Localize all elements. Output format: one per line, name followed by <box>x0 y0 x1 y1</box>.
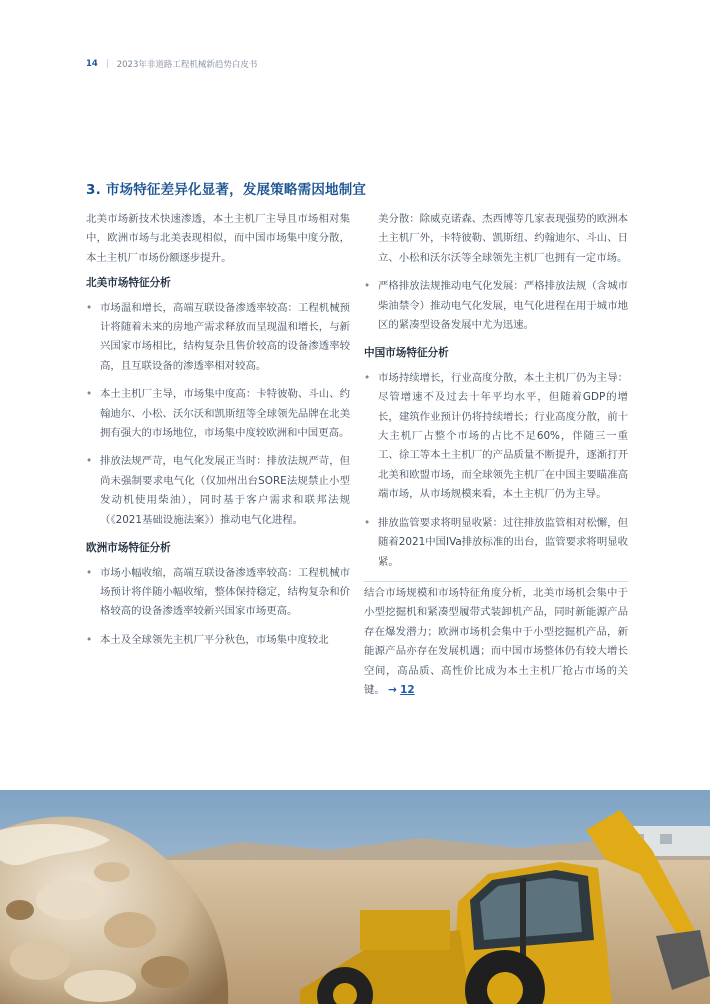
na-bullet-1: • 市场温和增长，高端互联设备渗透率较高：工程机械预计将随着未来的房地产需求释放而呈现温和增长，与新兴国家市场相比，结构复杂且售价较高的设备渗透率较高，且互联设备的渗透率相对较高。 <box>86 299 350 377</box>
intro-paragraph: 北美市场新技术快速渗透，本土主机厂主导且市场相对集中，欧洲市场与北美表现相似，而中国市场集中度分散，本土主机厂市场份额逐步提升。 <box>86 213 350 264</box>
eu-bullet-2-continued: 美分散：除威克诺森、杰西博等几家表现强势的欧洲本土主机厂外，卡特彼勒、凯斯纽、约翰迪尔、斗山、日立、小松和沃尔沃等全球领先主机厂也拥有一定市场。 <box>378 213 628 264</box>
north-america-heading: 北美市场特征分析 <box>86 277 171 290</box>
left-column <box>86 210 350 659</box>
reference-link[interactable]: 12 <box>400 683 415 696</box>
conclusion-paragraph <box>364 581 628 700</box>
na-bullet-3: • 排放法规严苛，电气化发展正当时：排放法规严苛，但尚未强制要求电气化（仅加州出台SORE法规禁止小型发动机使用柴油），同时基于客户需求和联邦法规（《2021基础设施法案》）推动电气化进程。 <box>86 452 350 530</box>
china-heading: 中国市场特征分析 <box>364 347 449 360</box>
eu-bullet-1: • 市场小幅收缩，高端互联设备渗透率较高：工程机械市场预计将伴随小幅收缩，整体保持稳定，结构复杂和价格较高的设备渗透率较新兴国家市场更高。 <box>86 564 350 622</box>
page-header <box>86 58 257 70</box>
document-title: 2023年非道路工程机械新趋势白皮书 <box>116 60 258 70</box>
header-divider: | <box>105 59 109 69</box>
europe-heading: 欧洲市场特征分析 <box>86 542 171 555</box>
cn-bullet-1: • 市场持续增长，行业高度分散，本土主机厂仍为主导：尽管增速不及过去十年平均水平，但随着GDP的增长，建筑作业预计仍将持续增长；行业高度分散，前十大主机厂占整个市场的占比不足60%，伴随三一重工、徐工等本土主机厂的产品质量不断提升，逐渐打开北美和欧盟市场，而全球领先主机厂在中国主要瞄准高端市场，从市场规模来看，本土主机厂仍为主导。 <box>364 369 628 505</box>
cn-bullet-2: • 排放监管要求将明显收紧：过往排放监管相对松懈，但随着2021中国IVa排放标准的出台，监管要求将明显收紧。 <box>364 514 628 572</box>
page-number: 14 <box>86 59 98 69</box>
na-bullet-2: • 本土主机厂主导，市场集中度高：卡特彼勒、斗山、约翰迪尔、小松、沃尔沃和凯斯纽等全球领先品牌在北美拥有强大的市场地位，市场集中度较欧洲和中国更高。 <box>86 385 350 443</box>
eu-bullet-3: • 严格排放法规推动电气化发展：严格排放法规（含城市柴油禁令）推动电气化发展，电气化进程在用于城市地区的紧凑型设备发展中尤为迅速。 <box>364 277 628 335</box>
section-title: 3. 市场特征差异化显著，发展策略需因地制宜 <box>86 182 367 198</box>
reference-arrow-icon: → <box>388 683 397 696</box>
eu-bullet-2: • 本土及全球领先主机厂平分秋色，市场集中度较北 <box>86 631 350 650</box>
right-column <box>364 210 628 704</box>
excavator-photo <box>0 790 710 1004</box>
conclusion-text: 结合市场规模和市场特征角度分析，北美市场机会集中于小型挖掘机和紧凑型履带式装卸机产品，同时新能源产品存在爆发潜力；欧洲市场机会集中于小型挖掘机产品，新能源产品亦存在发展机遇；而中国市场整体仍有较大增长空间，高品质、高性价比成为本土主机厂抢占市场的关键。 <box>364 586 628 696</box>
